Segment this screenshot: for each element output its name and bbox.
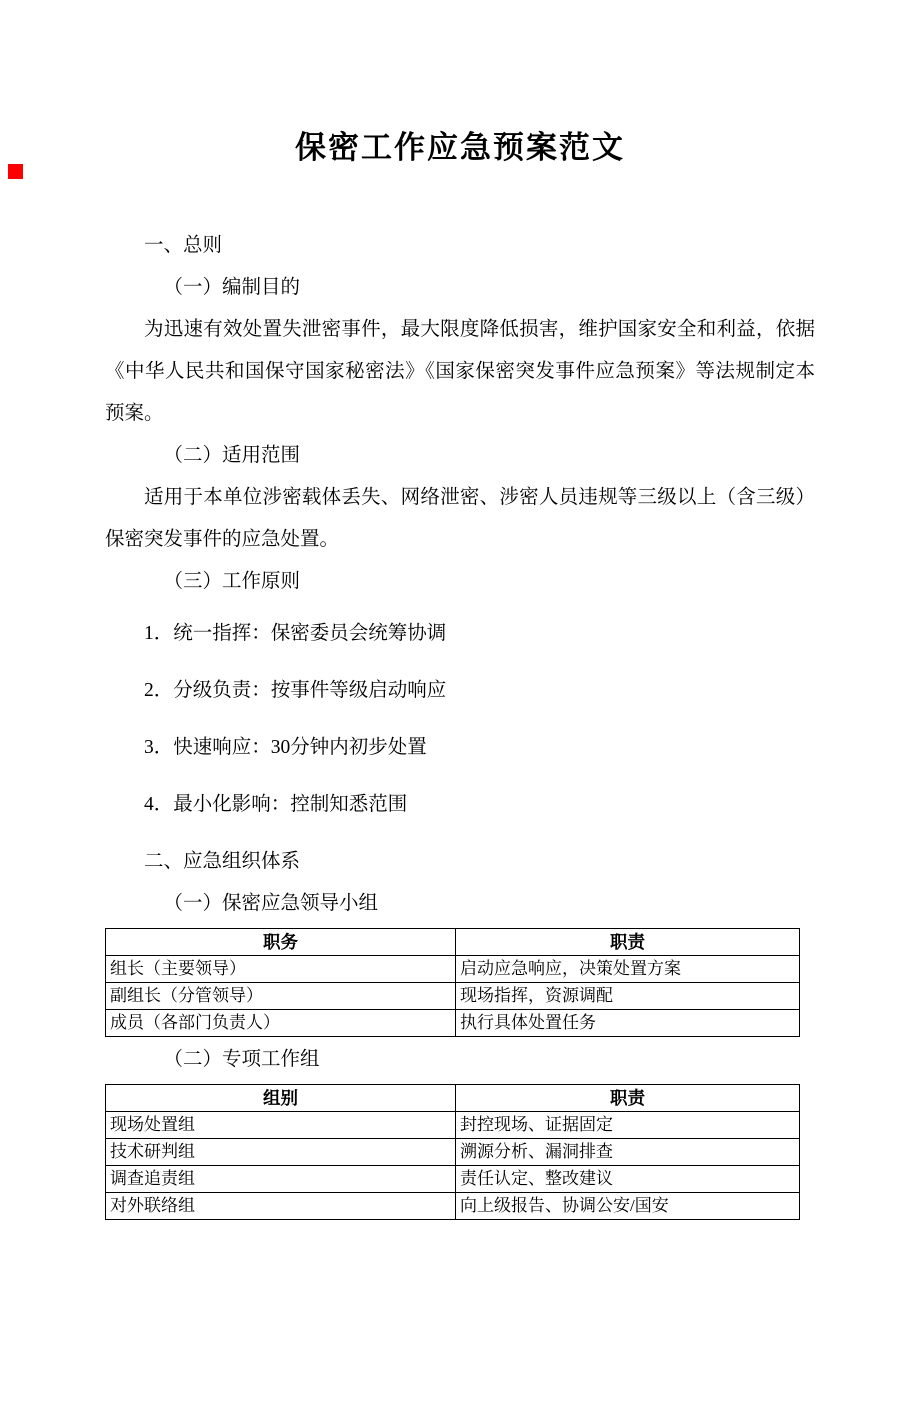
column-header-duty: 职责 xyxy=(456,1085,800,1112)
table-cell-duty: 现场指挥，资源调配 xyxy=(456,983,800,1010)
heading-scope: （二）适用范围 xyxy=(163,445,301,466)
heading-leadership-group: （一）保密应急领导小组 xyxy=(163,893,379,914)
table-cell-duty: 溯源分析、漏洞排查 xyxy=(456,1139,800,1166)
heading-part2: 二、应急组织体系 xyxy=(144,851,301,872)
document-page xyxy=(0,126,920,1220)
table-row xyxy=(106,1139,800,1166)
table-cell-duty: 责任认定、整改建议 xyxy=(456,1166,800,1193)
table-cell-group: 对外联络组 xyxy=(106,1193,456,1220)
heading-purpose: （一）编制目的 xyxy=(163,277,301,298)
table-cell-role: 组长（主要领导） xyxy=(106,956,456,983)
table-cell-duty: 封控现场、证据固定 xyxy=(456,1112,800,1139)
document-body xyxy=(0,225,920,1220)
table-row xyxy=(106,1010,800,1037)
heading-task-groups: （二）专项工作组 xyxy=(163,1049,320,1070)
principle-item: 3．快速响应：30分钟内初步处置 xyxy=(144,737,427,758)
table-row xyxy=(106,956,800,983)
table-cell-group: 调查追责组 xyxy=(106,1166,456,1193)
principle-item: 2．分级负责：按事件等级启动响应 xyxy=(144,680,447,701)
table-row xyxy=(106,1193,800,1220)
column-header-duty: 职责 xyxy=(456,929,800,956)
heading-principles: （三）工作原则 xyxy=(163,571,301,592)
table-row xyxy=(106,983,800,1010)
table-header-row xyxy=(106,1085,800,1112)
red-corner-marker xyxy=(8,164,23,179)
paragraph-scope: 适用于本单位涉密载体丢失、网络泄密、涉密人员违规等三级以上（含三级）保密突发事件的应急处置。 xyxy=(105,487,815,550)
table-row xyxy=(106,1166,800,1193)
table-header-row xyxy=(106,929,800,956)
table-cell-duty: 向上级报告、协调公安/国安 xyxy=(456,1193,800,1220)
principles-list xyxy=(105,613,815,826)
principle-item: 1．统一指挥：保密委员会统筹协调 xyxy=(144,623,447,644)
principle-item: 4．最小化影响：控制知悉范围 xyxy=(144,794,408,815)
leadership-table xyxy=(105,928,800,1037)
table-cell-duty: 启动应急响应，决策处置方案 xyxy=(456,956,800,983)
table-cell-group: 技术研判组 xyxy=(106,1139,456,1166)
document-title: 保密工作应急预案范文 xyxy=(295,130,625,165)
heading-part1: 一、总则 xyxy=(144,235,223,256)
table-cell-group: 现场处置组 xyxy=(106,1112,456,1139)
paragraph-purpose: 为迅速有效处置失泄密事件，最大限度降低损害，维护国家安全和利益，依据《中华人民共和国保守国家秘密法》《国家保密突发事件应急预案》等法规制定本预案。 xyxy=(105,319,815,424)
task-groups-table xyxy=(105,1084,800,1220)
table-row xyxy=(106,1112,800,1139)
table-cell-role: 成员（各部门负责人） xyxy=(106,1010,456,1037)
column-header-role: 职务 xyxy=(106,929,456,956)
column-header-group: 组别 xyxy=(106,1085,456,1112)
table-cell-duty: 执行具体处置任务 xyxy=(456,1010,800,1037)
table-cell-role: 副组长（分管领导） xyxy=(106,983,456,1010)
